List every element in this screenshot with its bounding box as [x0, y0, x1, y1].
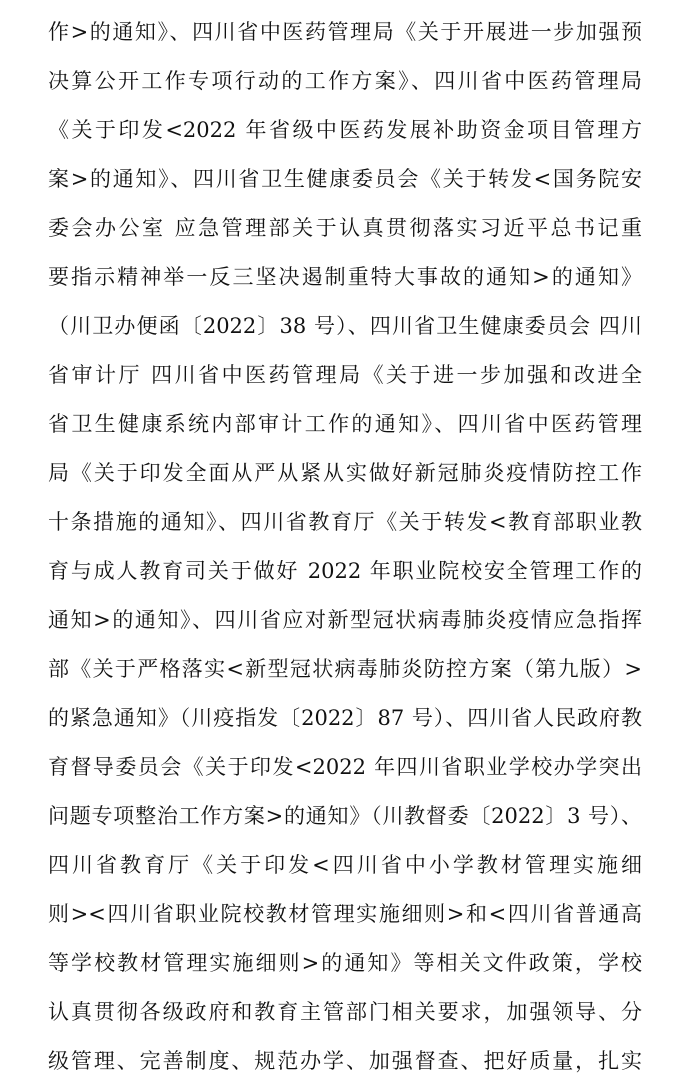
text-line: 育与成人教育司关于做好 2022 年职业院校安全管理工作的 [48, 559, 642, 583]
text-line: 作>的通知》、四川省中医药管理局《关于开展进一步加强预 [48, 20, 642, 44]
text-line: 《关于印发<2022 年省级中医药发展补助资金项目管理方 [48, 118, 642, 142]
text-line: 四川省教育厅《关于印发<四川省中小学教材管理实施细 [48, 853, 642, 877]
text-line: 局《关于印发全面从严从紧从实做好新冠肺炎疫情防控工作 [48, 461, 642, 485]
text-line: 等学校教材管理实施细则>的通知》等相关文件政策，学校 [48, 951, 642, 975]
text-line: 问题专项整治工作方案>的通知》（川教督委〔2022〕3 号）、 [48, 804, 642, 828]
text-line: 委会办公室 应急管理部关于认真贯彻落实习近平总书记重 [48, 216, 642, 240]
text-line: 案>的通知》、四川省卫生健康委员会《关于转发<国务院安 [48, 167, 642, 191]
text-line: 通知>的通知》、四川省应对新型冠状病毒肺炎疫情应急指挥 [48, 608, 642, 632]
text-line: （川卫办便函〔2022〕38 号）、四川省卫生健康委员会 四川 [48, 314, 642, 338]
text-line: 育督导委员会《关于印发<2022 年四川省职业学校办学突出 [48, 755, 642, 779]
text-line: 的紧急通知》（川疫指发〔2022〕87 号）、四川省人民政府教 [48, 706, 642, 730]
text-line: 则><四川省职业院校教材管理实施细则>和<四川省普通高 [48, 902, 642, 926]
text-line: 部《关于严格落实<新型冠状病毒肺炎防控方案（第九版）> [48, 657, 642, 681]
text-line: 省审计厅 四川省中医药管理局《关于进一步加强和改进全 [48, 363, 642, 387]
text-line: 十条措施的通知》、四川省教育厅《关于转发<教育部职业教 [48, 510, 642, 534]
text-line: 省卫生健康系统内部审计工作的通知》、四川省中医药管理 [48, 412, 642, 436]
body-text [48, 8, 642, 1086]
text-line: 决算公开工作专项行动的工作方案》、四川省中医药管理局 [48, 69, 642, 93]
text-line: 认真贯彻各级政府和教育主管部门相关要求，加强领导、分 [48, 1000, 642, 1024]
text-line: 级管理、完善制度、规范办学、加强督查、把好质量，扎实 [48, 1049, 642, 1073]
text-line: 要指示精神举一反三坚决遏制重特大事故的通知>的通知》 [48, 265, 642, 289]
